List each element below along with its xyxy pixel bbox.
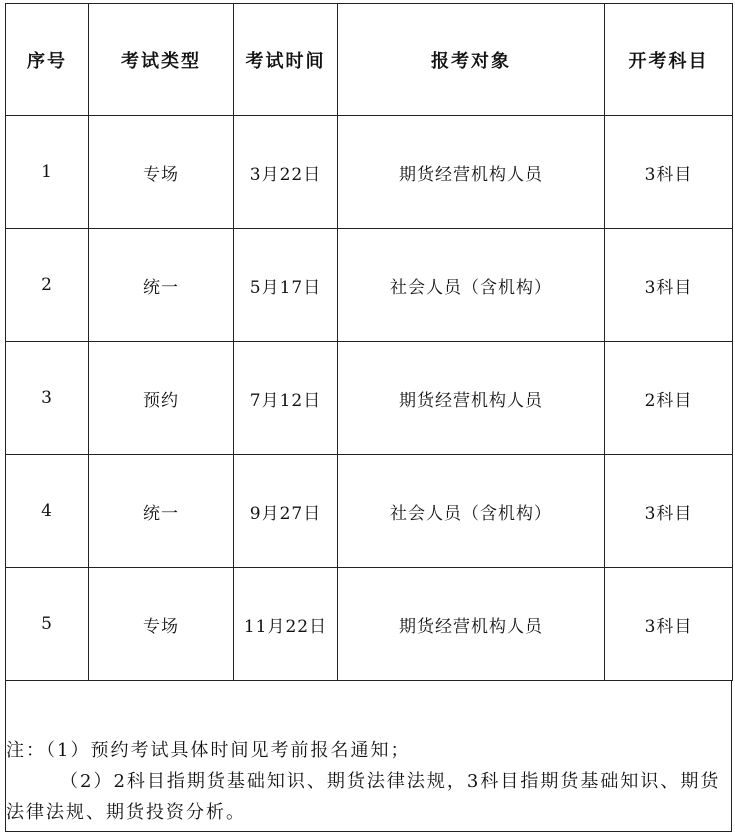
cell-seq: 2 xyxy=(6,229,89,342)
cell-seq: 4 xyxy=(6,455,89,568)
header-candidates: 报考对象 xyxy=(338,4,605,116)
header-exam-date: 考试时间 xyxy=(234,4,338,116)
cell-candidates: 期货经营机构人员 xyxy=(338,342,605,455)
cell-exam-date: 9月27日 xyxy=(234,455,338,568)
cell-subjects: 3科目 xyxy=(605,229,733,342)
header-exam-type: 考试类型 xyxy=(89,4,234,116)
exam-schedule-sheet xyxy=(5,3,732,832)
cell-seq: 5 xyxy=(6,568,89,681)
cell-candidates: 社会人员（含机构） xyxy=(338,229,605,342)
cell-subjects: 3科目 xyxy=(605,116,733,229)
cell-exam-type: 统一 xyxy=(89,229,234,342)
table-row xyxy=(6,568,733,681)
cell-exam-type: 专场 xyxy=(89,568,234,681)
table-row xyxy=(6,342,733,455)
table-row xyxy=(6,455,733,568)
header-row xyxy=(6,4,733,116)
table-row xyxy=(6,116,733,229)
cell-subjects: 3科目 xyxy=(605,455,733,568)
cell-exam-type: 统一 xyxy=(89,455,234,568)
cell-exam-date: 3月22日 xyxy=(234,116,338,229)
cell-subjects: 2科目 xyxy=(605,342,733,455)
cell-candidates: 期货经营机构人员 xyxy=(338,116,605,229)
cell-exam-type: 预约 xyxy=(89,342,234,455)
cell-candidates: 期货经营机构人员 xyxy=(338,568,605,681)
cell-exam-date: 5月17日 xyxy=(234,229,338,342)
exam-schedule-table xyxy=(5,3,733,681)
note-line-1: 注：（1）预约考试具体时间见考前报名通知； xyxy=(6,740,411,761)
table-row xyxy=(6,229,733,342)
cell-seq: 3 xyxy=(6,342,89,455)
note-line-2: （2）2科目指期货基础知识、期货法律法规，3科目指期货基础知识、期货法律法规、期货投资分析。 xyxy=(6,771,721,823)
header-seq: 序号 xyxy=(6,4,89,116)
cell-candidates: 社会人员（含机构） xyxy=(338,455,605,568)
cell-subjects: 3科目 xyxy=(605,568,733,681)
cell-seq: 1 xyxy=(6,116,89,229)
cell-exam-type: 专场 xyxy=(89,116,234,229)
cell-exam-date: 11月22日 xyxy=(234,568,338,681)
cell-exam-date: 7月12日 xyxy=(234,342,338,455)
header-subjects: 开考科目 xyxy=(605,4,733,116)
notes-box xyxy=(5,681,732,832)
